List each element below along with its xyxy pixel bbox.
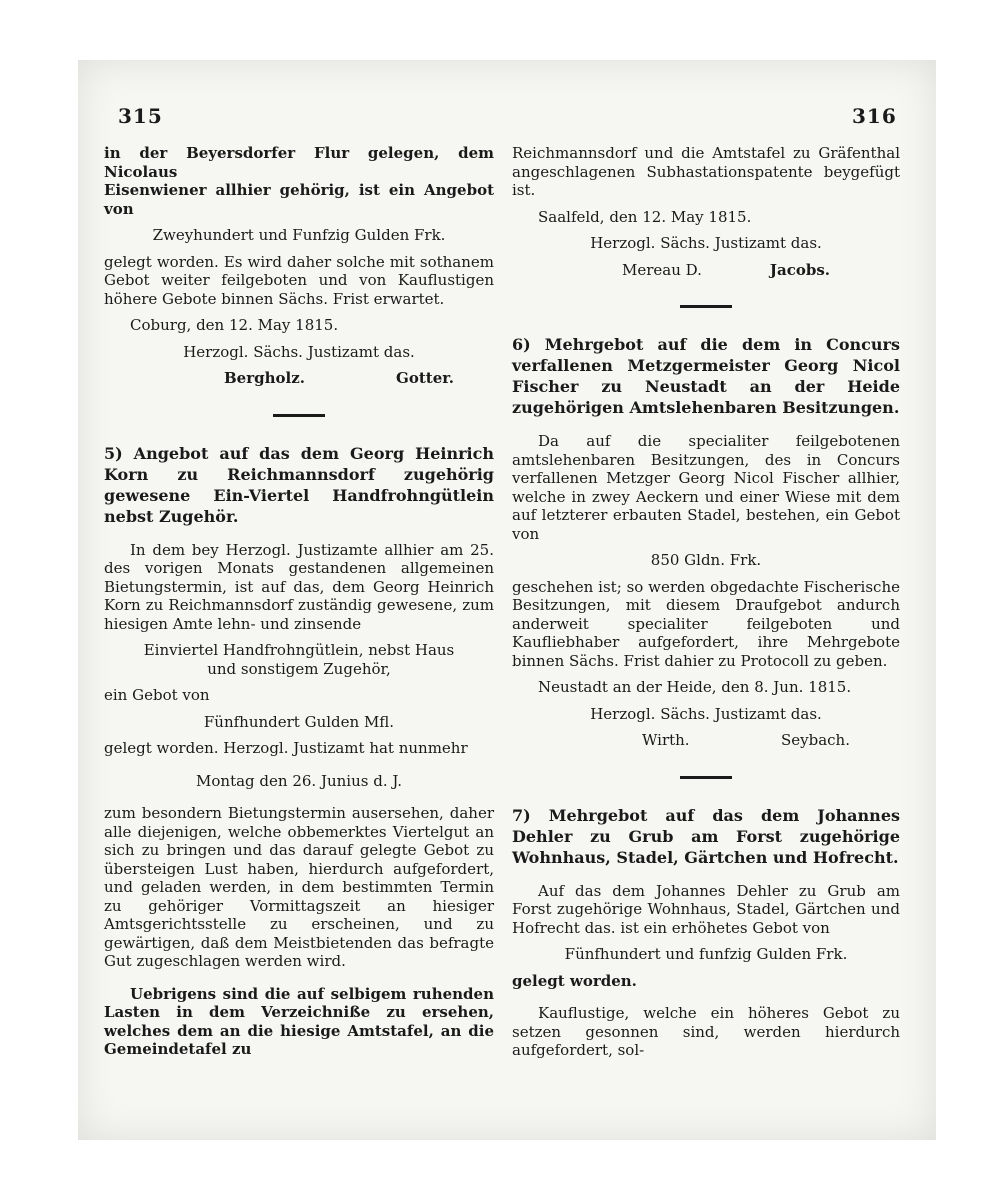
item-line: und sonstigem Zugehör, — [207, 659, 391, 678]
paragraph: Da auf die specialiter feilgebotenen amtslehenbaren Besitzungen, des in Concurs verfallenen Metzger Georg Nicol Fischer allhier, welche in zwey Aeckern und einer Wiese mit dem auf letzterer erbauten Stadel, bestehen, ein Gebot von — [512, 432, 900, 543]
left-column — [104, 144, 494, 1059]
offer-amount: 850 Gldn. Frk. — [650, 551, 762, 569]
offer-amount: Fünfhundert und funfzig Gulden Frk. — [564, 945, 848, 963]
authority-line: Herzogl. Sächs. Justizamt das. — [590, 704, 822, 723]
signature: Bergholz. — [224, 369, 305, 387]
signature-line — [512, 731, 900, 750]
intro-line: Eisenwiener allhier gehörig, ist ein Angebot von — [104, 181, 494, 218]
section-heading: 6) Mehrgebot auf die dem in Concurs verfallenen Metzgermeister Georg Nicol Fischer zu Neustadt an der Heide zugehörigen Amtslehenbaren Besitzungen. — [512, 335, 900, 417]
signature-line — [512, 261, 900, 280]
offer-amount: Zweyhundert und Funfzig Gulden Frk. — [152, 226, 446, 244]
paragraph: Kauflustige, welche ein höheres Gebot zu setzen gesonnen sind, werden hierdurch aufgefordert, sol- — [512, 1004, 900, 1059]
paragraph: In dem bey Herzogl. Justizamte allhier am 25. des vorigen Monats gestandenen allgemeinen Bietungstermin, ist auf das, dem Georg Heinrich Korn zu Reichmannsdorf zuständig gewesene, zum hiesigen Amte lehn- und zinsende — [104, 540, 494, 633]
paragraph: gelegt worden. — [512, 971, 637, 990]
offer-label: ein Gebot von — [104, 686, 210, 704]
paragraph: geschehen ist; so werden obgedachte Fischerische Besitzungen, mit diesem Draufgebot andurch anderweit specialiter feilgeboten und Kaufliebhaber aufgefordert, ihre Mehrgebote binnen Sächs. Frist dahier zu Protocoll zu geben. — [512, 577, 900, 670]
authority-line: Herzogl. Sächs. Justizamt das. — [183, 342, 415, 361]
page-number-left: 315 — [118, 104, 163, 128]
signature-line — [104, 369, 494, 388]
signature: Jacobs. — [769, 260, 830, 279]
paragraph: gelegt worden. Es wird daher solche mit sothanem Gebot weiter feilgeboten und von Kauflustigen höhere Gebote binnen Sächs. Frist erwartet. — [104, 252, 494, 308]
right-column — [512, 144, 900, 1060]
section-heading: 5) Angebot auf das dem Georg Heinrich Korn zu Reichmannsdorf zugehörig gewesene Ein-Viertel Handfrohngütlein nebst Zugehör. — [104, 443, 494, 526]
section-heading: 7) Mehrgebot auf das dem Johannes Dehler zu Grub am Forst zugehörige Wohnhaus, Stadel, Gärtchen und Hofrecht. — [512, 805, 900, 867]
signature: Gotter. — [396, 369, 454, 387]
paragraph: Reichmannsdorf und die Amtstafel zu Gräfenthal angeschlagenen Subhastationspatente beygefügt ist. — [512, 144, 900, 199]
page-number-right: 316 — [852, 104, 897, 128]
place-date: Coburg, den 12. May 1815. — [130, 316, 339, 334]
paragraph: gelegt worden. Herzogl. Justizamt hat nunmehr — [104, 739, 468, 757]
authority-line: Herzogl. Sächs. Justizamt das. — [590, 234, 822, 252]
intro-line: in der Beyersdorfer Flur gelegen, dem Nicolaus — [104, 144, 494, 181]
place-date: Neustadt an der Heide, den 8. Jun. 1815. — [538, 678, 852, 696]
paragraph: Uebrigens sind die auf selbigem ruhenden Lasten in dem Verzeichniße zu ersehen, welches dem an die hiesige Amtstafel, an die Gemeindetafel zu — [104, 984, 494, 1058]
signature: Wirth. — [642, 731, 690, 749]
paragraph: Auf das dem Johannes Dehler zu Grub am Forst zugehörige Wohnhaus, Stadel, Gärtchen und Hofrecht das. ist ein erhöhetes Gebot von — [512, 881, 900, 937]
place-date: Saalfeld, den 12. May 1815. — [538, 207, 752, 226]
paragraph: zum besondern Bietungstermin ausersehen, daher alle diejenigen, welche obbemerktes Viertelgut an sich zu bringen und das darauf gelegte Gebot zu übersteigen Lust haben, hierdurch aufgefordert, und geladen werden, in dem bestimmten Termin zu gehöriger Vormittagszeit an hiesiger Amtsgerichtsstelle zu erscheinen, und zu gewärtigen, daß dem Meistbietenden das befragte Gut zugeschlagen werden wird. — [104, 804, 494, 970]
signature: Mereau D. — [622, 260, 702, 279]
term-date: Montag den 26. Junius d. J. — [196, 771, 402, 790]
item-line: Einviertel Handfrohngütlein, nebst Haus — [143, 641, 455, 659]
signature: Seybach. — [780, 731, 850, 749]
offer-amount: Fünfhundert Gulden Mfl. — [203, 712, 395, 731]
